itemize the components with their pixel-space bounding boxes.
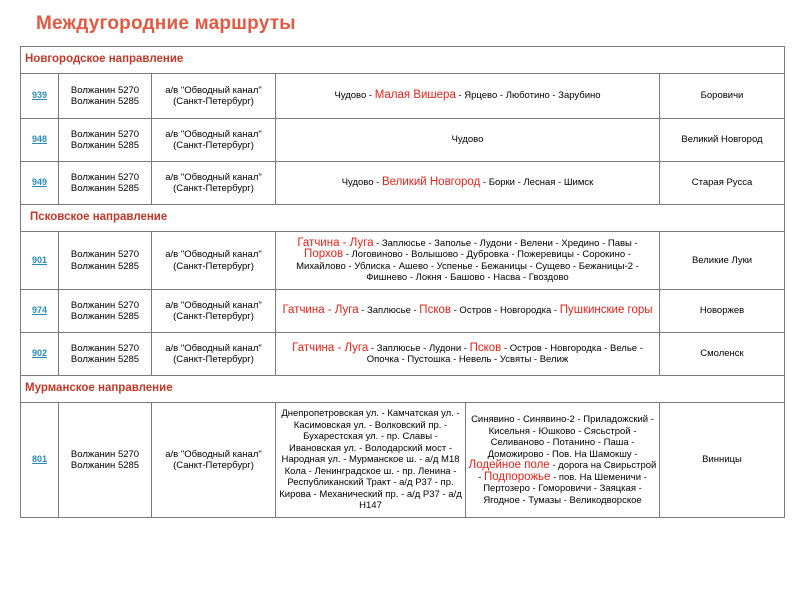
route-via: Гатчина - Луга - Заплюсье - Лудони - Псков - Остров - Новгородка - Велье - Опочка - Пустошка - Невель - Усвяты - Велиж bbox=[276, 333, 660, 376]
page-title: Междугородние маршруты bbox=[36, 13, 296, 34]
route-via bbox=[276, 403, 660, 518]
route-destination: Великий Новгород bbox=[660, 119, 785, 162]
route-link-902[interactable]: 902 bbox=[31, 348, 48, 359]
route-stops: Синявино - Синявино-2 - Приладожский - Кисельня - Юшково - Сясьстрой - Селиваново - Потанино - Паша - Доможирово - Пов. На Шамокшу - Лодейное поле - дорога на Свирьстрой - Подпорожье - пов. На Шеменичи - Пертозеро - Гоморовичи - Заяцкая - Ягодное - Тумазы - Великодворское bbox=[468, 414, 657, 506]
route-destination: Новоржев bbox=[660, 290, 785, 333]
route-via: Гатчина - Луга - Заплюсье - Псков - Остров - Новгородка - Пушкинские горы bbox=[276, 290, 660, 333]
route-via: Гатчина - Луга - Заплюсье - Заполье - Лудони - Велени - Хредино - Павы - Порхов - Логовиново - Волышово - Дубровка - Пожеревицы - Сорокино - Михайлово - Ублиска - Ашево - Успенье - Бежаницы - Сущево - Бежаницы-2 - Фишнево - Локня - Башово - Насва - Гвоздово bbox=[276, 232, 660, 290]
route-link-939[interactable]: 939 bbox=[31, 90, 48, 101]
route-destination: Боровичи bbox=[660, 74, 785, 119]
section-murmansk: Мурманское направление bbox=[21, 376, 785, 403]
route-via: Чудово - Великий Новгород - Борки - Лесная - Шимск bbox=[276, 162, 660, 205]
route-link-801[interactable]: 801 bbox=[31, 454, 48, 465]
table-row: 902 Волжанин 5270 Волжанин 5285 а/в "Обводный канал" (Санкт-Петербург) Гатчина - Луга - Заплюсье - Лудони - Псков - Остров - Новгородка - Велье - Опочка - Пустошка - Невель - Усвяты - Велиж Смоленск bbox=[21, 333, 785, 376]
routes-table bbox=[20, 46, 785, 518]
route-destination: Старая Русса bbox=[660, 162, 785, 205]
route-destination: Смоленск bbox=[660, 333, 785, 376]
route-via: Чудово - Малая Вишера - Ярцево - Люботино - Зарубино bbox=[276, 74, 660, 119]
section-pskov: Псковское направление bbox=[21, 205, 785, 232]
route-link-974[interactable]: 974 bbox=[31, 305, 48, 316]
route-link-901[interactable]: 901 bbox=[31, 254, 48, 265]
route-destination: Великие Луки bbox=[660, 232, 785, 290]
table-row: 948 Волжанин 5270 Волжанин 5285 а/в "Обводный канал" (Санкт-Петербург) Чудово Великий Новгород bbox=[21, 119, 785, 162]
table-row: 801 Волжанин 5270 Волжанин 5285 а/в "Обводный канал" (Санкт-Петербург) Днепропетровская ул. - Камчатская ул. - Касимовская ул. - Волковский пр. - Бухарестская ул. - пр. Славы - Ивановская ул. - Володарский мост - Народная ул. - Мурманское ш. - а/д М18 Кола - Ленинградское ш. - пр. Ленина - Республиканский Тракт - а/д Р37 - пр. Кирова - Механический пр. - а/д Р37 - а/д Н147 Синявино - Синявино-2 - Приладожский - Кисельня - Юшково - Сясьстрой - Селиваново - Потанино - Паша - Доможирово - Пов. На Шамокшу - Лодейное поле - дорога на Свирьстрой - Подпорожье - пов. На Шеменичи - Пертозеро - Гоморовичи - Заяцкая - Ягодное - Тумазы - Великодворское Винницы bbox=[21, 403, 785, 518]
route-link-948[interactable]: 948 bbox=[31, 134, 48, 145]
table-row: 901 Волжанин 5270 Волжанин 5285 а/в "Обводный канал" (Санкт-Петербург) Гатчина - Луга - Заплюсье - Заполье - Лудони - Велени - Хредино - Павы - Порхов - Логовиново - Волышово - Дубровка - Пожеревицы - Сорокино - Михайлово - Ублиска - Ашево - Успенье - Бежаницы - Сущево - Бежаницы-2 - Фишнево - Локня - Башово - Насва - Гвоздово Великие Луки bbox=[21, 232, 785, 290]
route-destination: Винницы bbox=[660, 403, 785, 518]
route-link-949[interactable]: 949 bbox=[31, 177, 48, 188]
section-novgorod: Новгородское направление bbox=[21, 47, 785, 74]
table-row: 949 Волжанин 5270 Волжанин 5285 а/в "Обводный канал" (Санкт-Петербург) Чудово - Великий Новгород - Борки - Лесная - Шимск Старая Русса bbox=[21, 162, 785, 205]
table-row: 939 Волжанин 5270 Волжанин 5285 а/в "Обводный канал" (Санкт-Петербург) Чудово - Малая Вишера - Ярцево - Люботино - Зарубино Боровичи bbox=[21, 74, 785, 119]
table-row: 974 Волжанин 5270 Волжанин 5285 а/в "Обводный канал" (Санкт-Петербург) Гатчина - Луга - Заплюсье - Псков - Остров - Новгородка - Пушкинские горы Новоржев bbox=[21, 290, 785, 333]
route-via: Чудово bbox=[276, 119, 660, 162]
route-streets: Днепропетровская ул. - Камчатская ул. - Касимовская ул. - Волковский пр. - Бухарестская ул. - пр. Славы - Ивановская ул. - Володарский мост - Народная ул. - Мурманское ш. - а/д М18 Кола - Ленинградское ш. - пр. Ленина - Республиканский Тракт - а/д Р37 - пр. Кирова - Механический пр. - а/д Р37 - а/д Н147 bbox=[276, 403, 466, 517]
